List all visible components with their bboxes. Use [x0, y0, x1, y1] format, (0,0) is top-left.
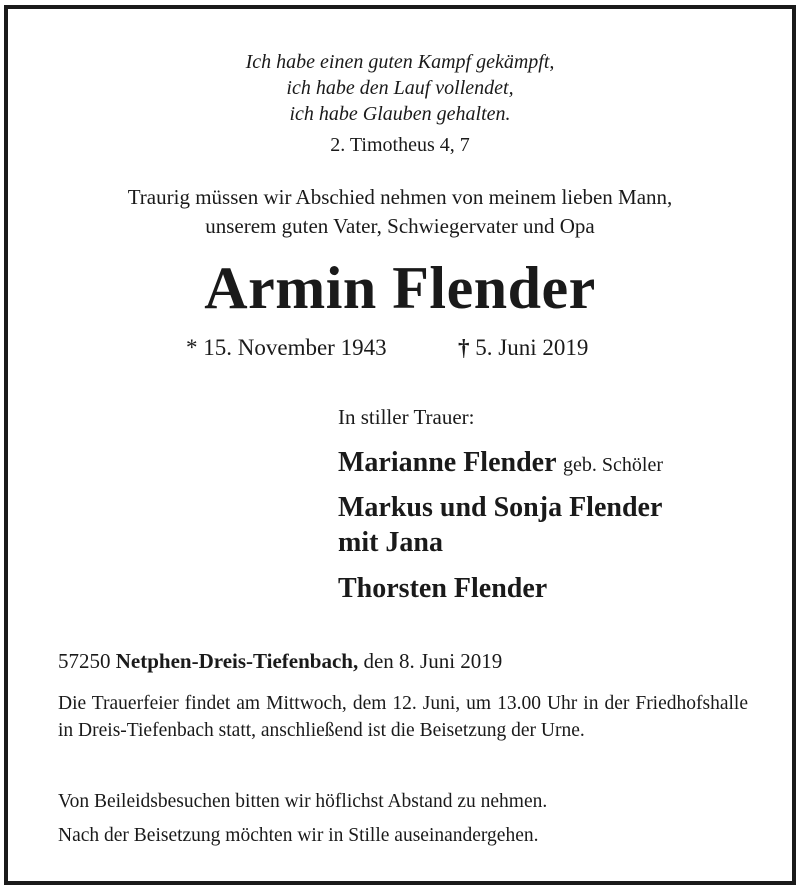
verse-line-3: ich habe Glauben gehalten. — [289, 103, 511, 125]
town: Netphen-Dreis-Tiefenbach, — [115, 649, 359, 673]
mourner-entry — [338, 447, 663, 479]
verse-reference: 2. Timotheus 4, 7 — [330, 134, 470, 156]
obituary-frame — [4, 5, 796, 885]
mourner-name: Marianne Flender — [338, 447, 557, 478]
death-date — [458, 335, 588, 361]
deceased-name: Armin Flender — [204, 255, 596, 321]
death-date-text: 5. Juni 2019 — [475, 335, 589, 360]
announcement-line-1: Traurig müssen wir Abschied nehmen von meinem lieben Mann, — [127, 185, 673, 209]
place-and-date — [58, 649, 502, 674]
mourner-entry: mit Jana — [338, 527, 443, 558]
cross-icon: † — [458, 335, 470, 360]
farewell-notice: Nach der Beisetzung möchten wir in Stille auseinandergehen. — [58, 825, 539, 846]
mourner-entry: Thorsten Flender — [338, 573, 548, 604]
funeral-notice: Die Trauerfeier findet am Mittwoch, dem 12. Juni, um 13.00 Uhr in der Friedhofshalle in Dreis-Tiefenbach statt, anschließend ist die Beisetzung der Urne. — [58, 693, 748, 741]
mourner-entry: Markus und Sonja Flender — [338, 492, 663, 523]
notice-date: den 8. Juni 2019 — [363, 649, 503, 673]
verse-line-2: ich habe den Lauf vollendet, — [286, 77, 514, 99]
mourners-intro: In stiller Trauer: — [338, 405, 475, 429]
condolence-notice: Von Beileidsbesuchen bitten wir höflichst Abstand zu nehmen. — [58, 791, 548, 812]
mourner-note: geb. Schöler — [563, 454, 663, 476]
birth-date: * 15. November 1943 — [186, 335, 387, 360]
verse-line-1: Ich habe einen guten Kampf gekämpft, — [245, 51, 555, 73]
announcement-line-2: unserem guten Vater, Schwiegervater und Opa — [205, 214, 595, 238]
postcode: 57250 — [58, 649, 111, 673]
